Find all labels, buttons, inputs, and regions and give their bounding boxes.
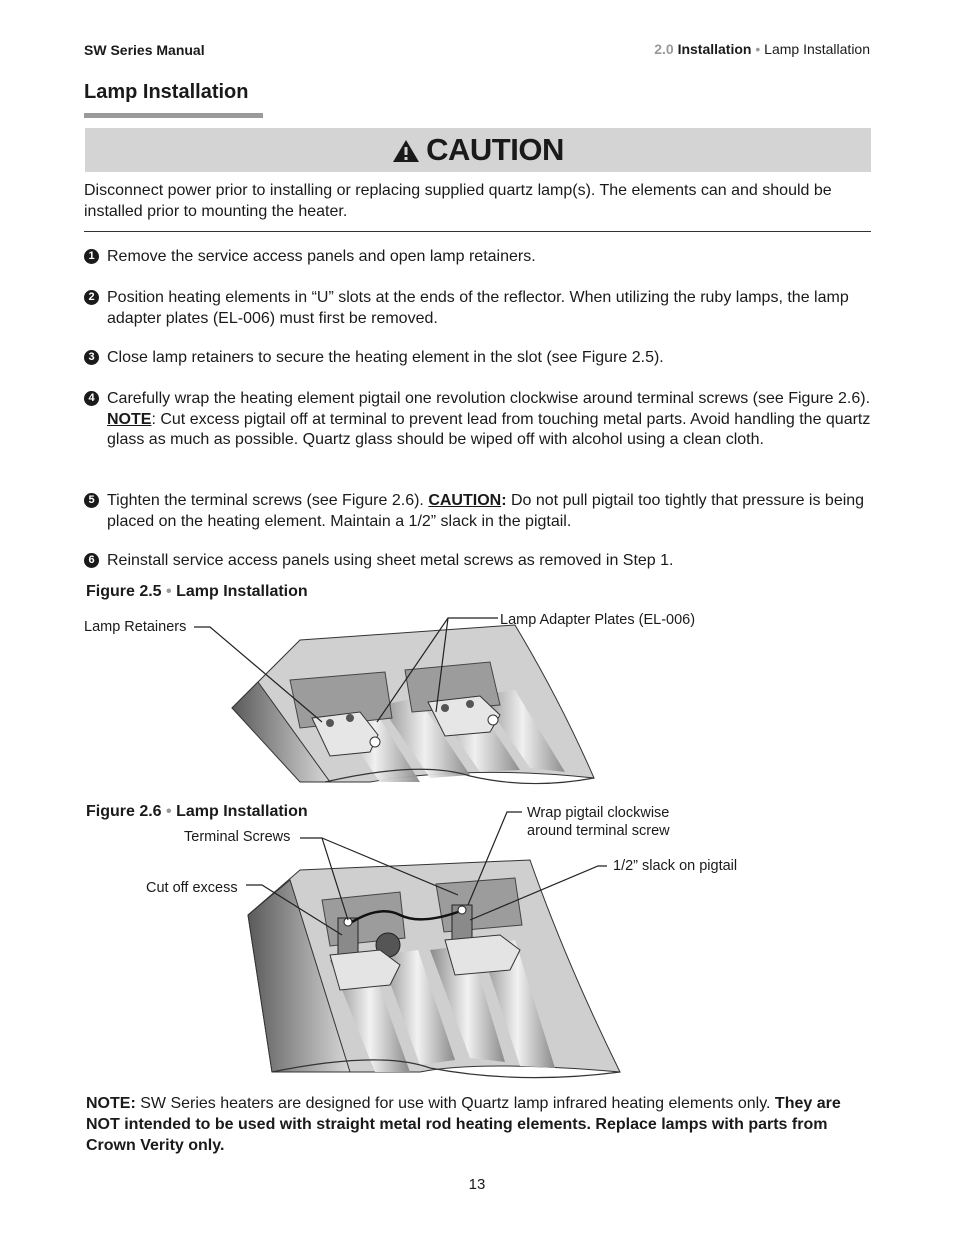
wrap-pigtail-label-line-2: around terminal screw	[527, 823, 670, 839]
note-paragraph	[86, 1093, 876, 1156]
step-text-b: Do not pull pigtail too tightly that pressure is being placed on the heating element. Maintain a 1/2” slack in the pigtail.	[107, 492, 865, 530]
step-text: Position heating elements in “U” slots at the ends of the reflector. When utilizing the ruby lamps, the lamp adapter plates (EL-006) must first be removed.	[107, 289, 849, 327]
step-text: Reinstall service access panels using sheet metal screws as removed in Step 1.	[107, 552, 674, 569]
caution-label: CAUTION	[426, 132, 564, 167]
manual-title: SW Series Manual	[84, 42, 205, 58]
caution-inline-label: CAUTION	[428, 492, 502, 509]
figure-caption-text: Lamp Installation	[176, 803, 308, 820]
step-text-b: : Cut excess pigtail off at terminal to prevent lead from touching metal parts. Avoid handling the quartz glass as much as possible. Quartz glass should be wiped off with alcohol using a clean cloth.	[107, 410, 871, 448]
subsection-name: Lamp Installation	[764, 41, 870, 57]
caution-text: Disconnect power prior to installing or replacing supplied quartz lamp(s). The elements can and should be installed prior to mounting the heater.	[84, 182, 832, 220]
note-text: SW Series heaters are designed for use with Quartz lamp infrared heating elements only.	[135, 1095, 775, 1112]
figure-number: Figure 2.6	[86, 803, 162, 820]
figure-number: Figure 2.5	[86, 583, 162, 600]
slack-label: 1/2” slack on pigtail	[613, 858, 738, 874]
step-number: 2	[84, 290, 99, 305]
caption-separator: •	[166, 583, 172, 600]
page-number: 13	[468, 1176, 486, 1193]
wrap-pigtail-label-line-1: Wrap pigtail clockwise	[527, 805, 670, 821]
lamp-adapter-label: Lamp Adapter Plates (EL-006)	[500, 612, 696, 628]
step-text-a: Carefully wrap the heating element pigtail one revolution clockwise around terminal screws (see Figure 2.6).	[107, 390, 871, 407]
note-label: NOTE	[107, 410, 152, 428]
colon: :	[501, 492, 507, 509]
step-number: 5	[84, 493, 99, 508]
note-bold-text: They are NOT intended to be used with straight metal rod heating elements. Replace lamps with parts from Crown Verity only.	[86, 1095, 841, 1154]
step-text-a: Tighten the terminal screws (see Figure 2.6).	[107, 492, 429, 509]
figure-caption-text: Lamp Installation	[176, 583, 308, 600]
caption-separator: •	[166, 803, 172, 820]
breadcrumb-separator: •	[755, 41, 761, 57]
step-text: Remove the service access panels and open lamp retainers.	[107, 248, 536, 265]
page-title: Lamp Installation	[84, 81, 249, 103]
section-name: Installation	[677, 41, 752, 57]
step-text: Close lamp retainers to secure the heating element in the slot (see Figure 2.5).	[107, 349, 664, 366]
section-number: 2.0	[654, 41, 674, 57]
step-number: 1	[84, 249, 99, 264]
cut-off-excess-label: Cut off excess	[146, 880, 238, 896]
step-number: 4	[84, 391, 99, 406]
note-label: NOTE:	[86, 1095, 136, 1112]
step-number: 6	[84, 553, 99, 568]
lamp-retainers-label: Lamp Retainers	[84, 619, 187, 635]
terminal-screws-label: Terminal Screws	[184, 829, 291, 845]
step-number: 3	[84, 350, 99, 365]
